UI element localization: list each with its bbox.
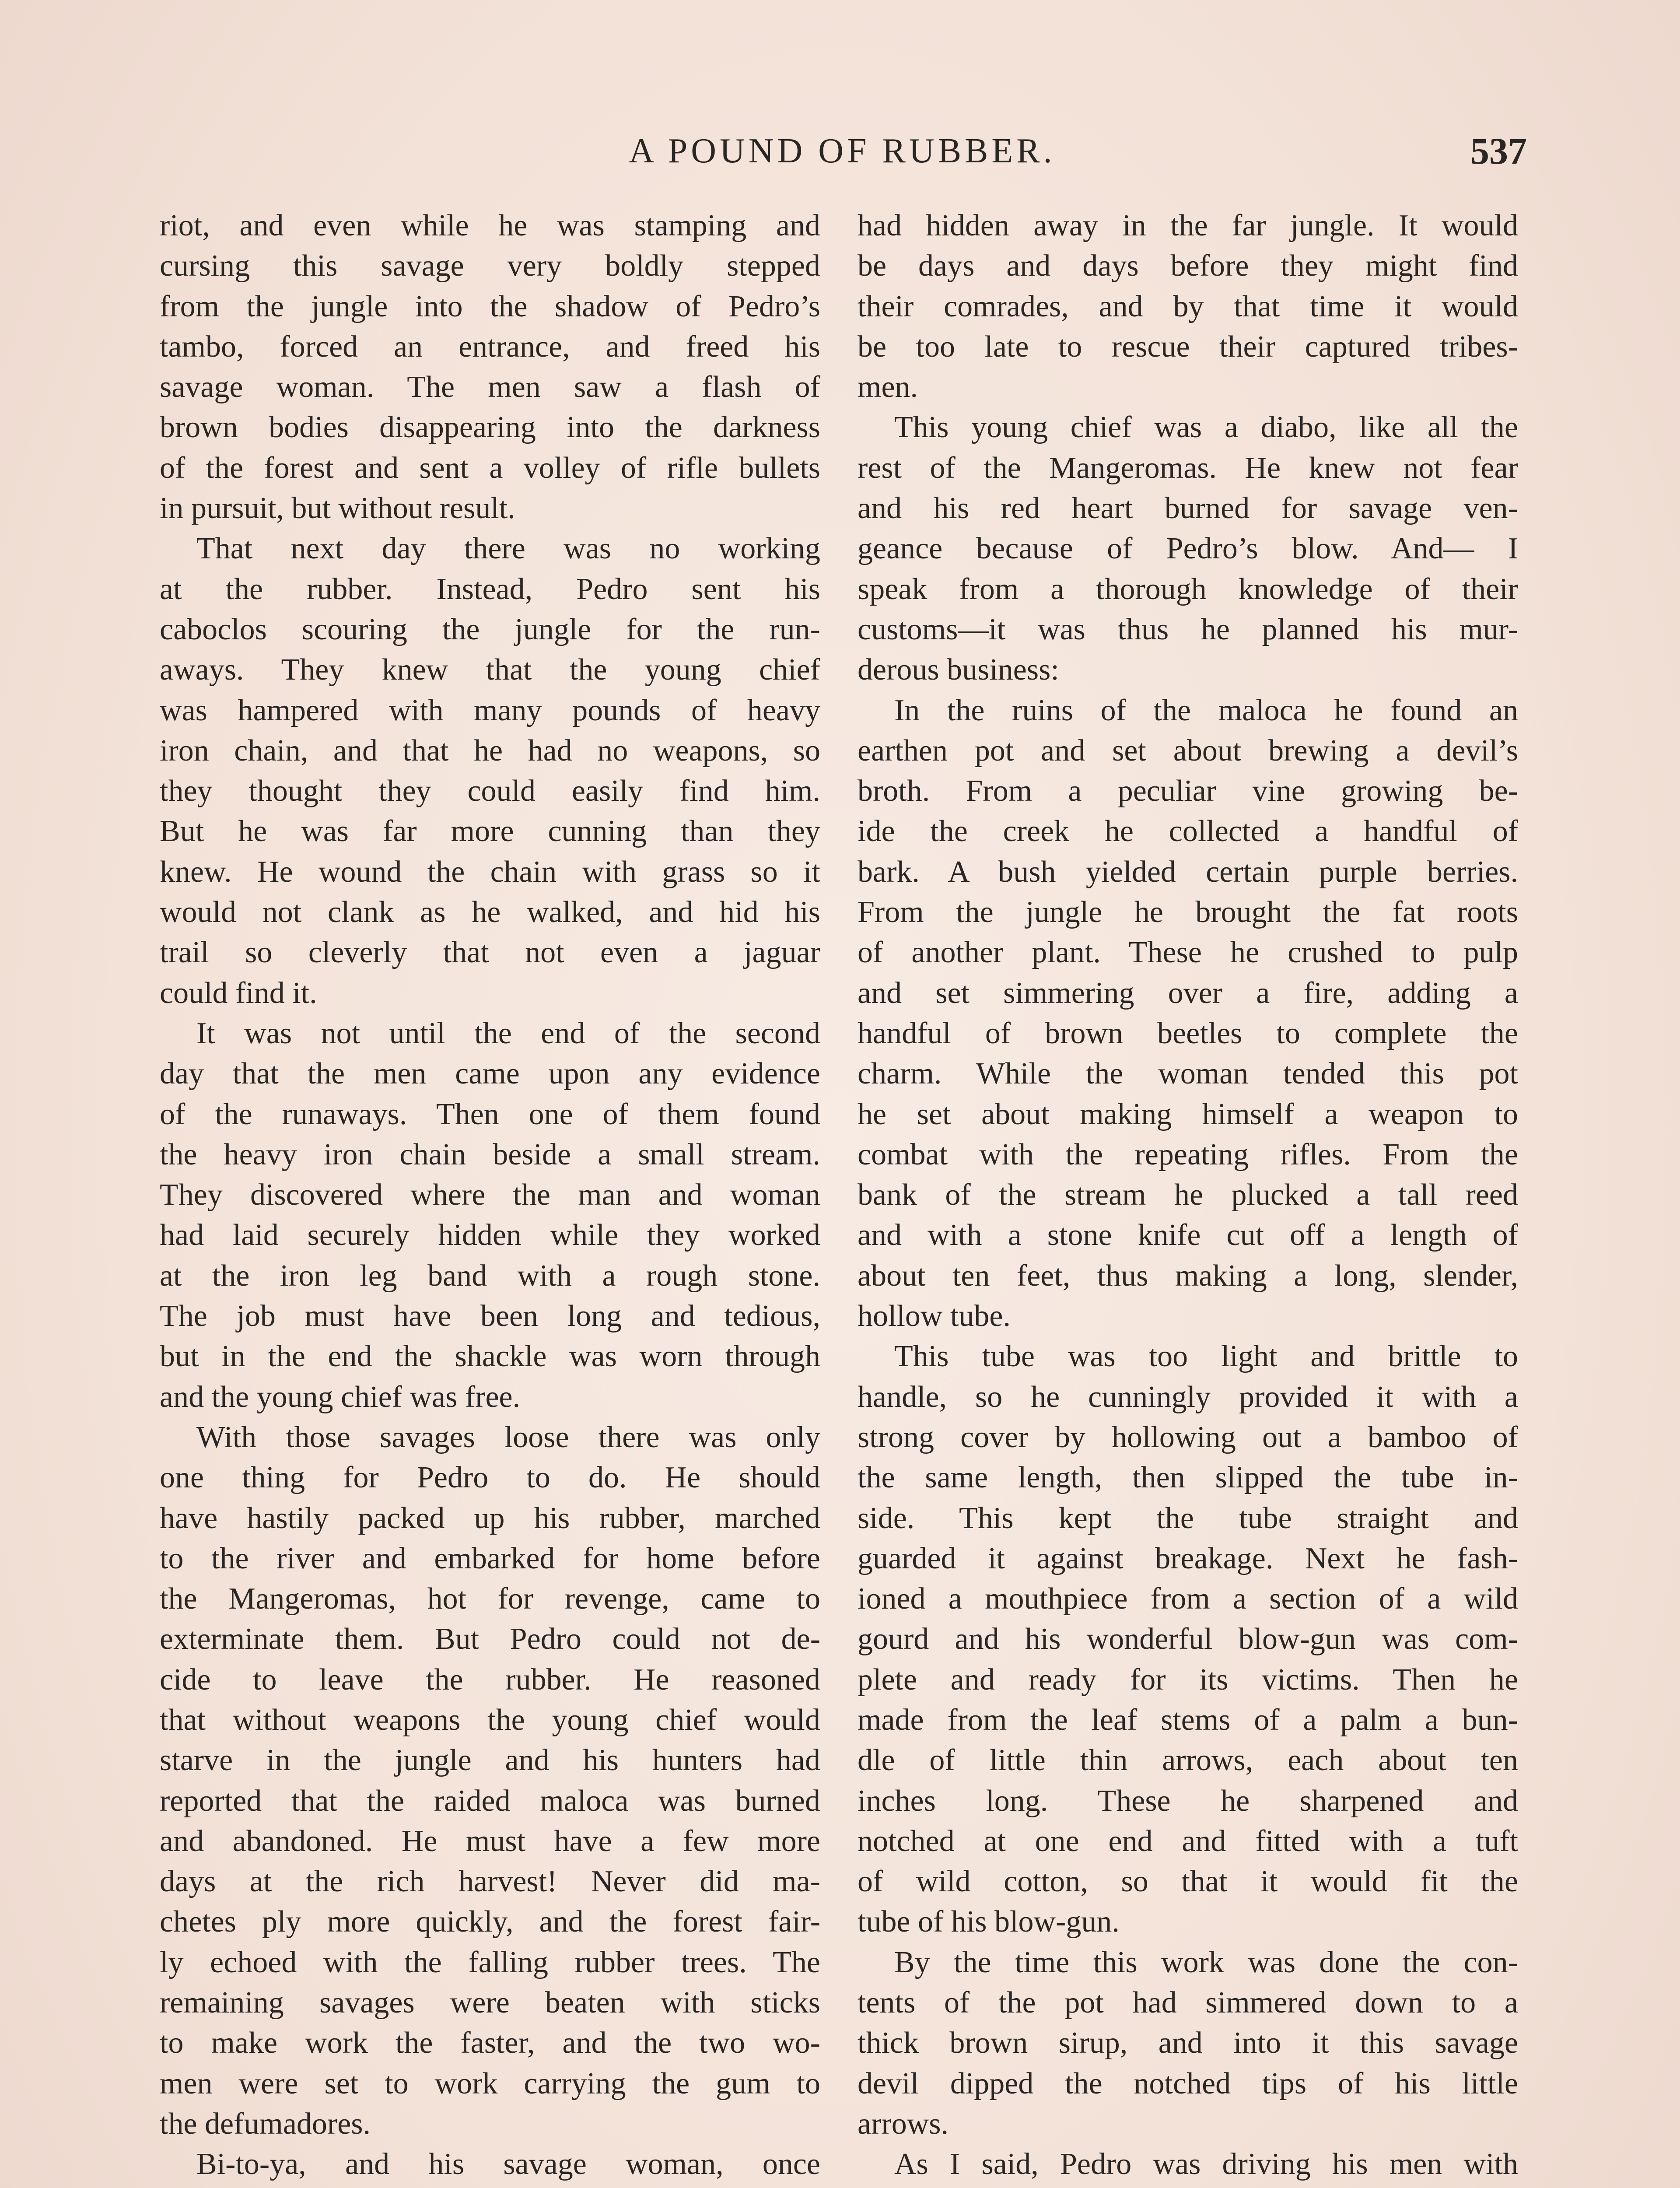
text-line: The job must have been long and tedious,: [160, 1299, 820, 1333]
text-line: Bi-to-ya, and his savage woman, once: [196, 2147, 820, 2181]
text-line: had laid securely hidden while they worked: [160, 1218, 820, 1252]
text-line: brown bodies disappearing into the darkness: [160, 410, 820, 445]
text-line: that without weapons the young chief would: [160, 1703, 820, 1737]
text-line: This tube was too light and brittle to: [894, 1339, 1518, 1374]
text-line: derous business:: [858, 653, 1059, 687]
text-line: inches long. These he sharpened and: [858, 1784, 1518, 1818]
text-line: cursing this savage very boldly stepped: [160, 249, 820, 283]
text-line: had hidden away in the far jungle. It would: [858, 209, 1518, 242]
text-line: they thought they could easily find him.: [160, 774, 820, 808]
text-line: men.: [858, 370, 918, 404]
text-line: the heavy iron chain beside a small stream.: [160, 1137, 820, 1171]
text-line: in pursuit, but without result.: [160, 491, 515, 526]
text-line: made from the leaf stems of a palm a bun-: [858, 1703, 1518, 1737]
text-line: of wild cotton, so that it would fit the: [858, 1865, 1518, 1899]
text-line: be too late to rescue their captured tribes-: [858, 330, 1518, 364]
text-line: days at the rich harvest! Never did ma-: [160, 1865, 820, 1899]
text-line: By the time this work was done the con-: [894, 1945, 1518, 1979]
text-line: In the ruins of the maloca he found an: [894, 693, 1518, 727]
text-line: tents of the pot had simmered down to a: [858, 1986, 1518, 2020]
text-line: bank of the stream he plucked a tall reed: [858, 1178, 1518, 1212]
text-line: at the iron leg band with a rough stone.: [160, 1259, 820, 1293]
text-line: aways. They knew that the young chief: [160, 653, 820, 687]
text-line: gourd and his wonderful blow-gun was com-: [858, 1622, 1518, 1656]
text-line: trail so cleverly that not even a jaguar: [160, 936, 820, 970]
text-line: combat with the repeating rifles. From the: [858, 1137, 1518, 1171]
text-line: arrows.: [858, 2107, 948, 2141]
text-line: from the jungle into the shadow of Pedro’s: [160, 289, 820, 323]
text-line: and set simmering over a fire, adding a: [858, 976, 1518, 1010]
running-title: A POUND OF RUBBER.: [629, 132, 1056, 170]
text-line: tube of his blow-gun.: [858, 1905, 1120, 1939]
text-line: and with a stone knife cut off a length of: [858, 1218, 1518, 1252]
text-line: ide the creek he collected a handful of: [858, 814, 1518, 849]
text-line: broth. From a peculiar vine growing be-: [858, 774, 1518, 808]
text-line: [858, 2185, 1518, 2188]
text-line: ioned a mouthpiece from a section of a wild: [858, 1582, 1518, 1616]
text-line: From the jungle he brought the fat roots: [858, 895, 1518, 929]
text-line: It was not until the end of the second: [196, 1016, 820, 1050]
text-line: caboclos scouring the jungle for the run-: [160, 612, 820, 646]
text-line: This young chief was a diabo, like all the: [894, 410, 1518, 445]
text-line: tambo, forced an entrance, and freed his: [160, 330, 820, 364]
text-line: As I said, Pedro was driving his men with: [894, 2147, 1518, 2181]
text-line: the same length, then slipped the tube in-: [858, 1461, 1518, 1495]
text-line: customs—it was thus he planned his mur-: [858, 612, 1518, 646]
text-line: iron chain, and that he had no weapons, so: [160, 733, 820, 768]
running-head: [158, 127, 1527, 175]
page-number: 537: [1470, 130, 1527, 172]
text-line: strong cover by hollowing out a bamboo of: [858, 1420, 1518, 1454]
text-line: and the young chief was free.: [160, 1380, 521, 1414]
text-line: exterminate them. But Pedro could not de-: [160, 1622, 820, 1656]
text-line: side. This kept the tube straight and: [858, 1501, 1518, 1535]
text-line: about ten feet, thus making a long, slender,: [858, 1259, 1518, 1293]
text-line: he set about making himself a weapon to: [858, 1097, 1518, 1131]
text-line: But he was far more cunning than they: [160, 814, 820, 849]
text-line: was hampered with many pounds of heavy: [160, 693, 820, 727]
text-line: handle, so he cunningly provided it with a: [858, 1380, 1518, 1414]
text-line: their comrades, and by that time it would: [858, 289, 1518, 323]
text-line: could find it.: [160, 976, 317, 1010]
text-line: at the rubber. Instead, Pedro sent his: [160, 572, 820, 606]
text-line: ly echoed with the falling rubber trees. The: [160, 1945, 820, 1979]
text-line: speak from a thorough knowledge of their: [858, 572, 1518, 606]
text-line: starve in the jungle and his hunters had: [160, 1743, 820, 1778]
text-line: knew. He wound the chain with grass so it: [160, 855, 820, 889]
text-line: remaining savages were beaten with sticks: [160, 1986, 820, 2020]
text-line: the defumadores.: [160, 2107, 371, 2141]
text-line: That next day there was no working: [196, 532, 820, 566]
text-line: men were set to work carrying the gum to: [160, 2066, 820, 2100]
text-line: and abandoned. He must have a few more: [160, 1824, 820, 1858]
text-line: to the river and embarked for home before: [160, 1541, 820, 1575]
text-line: chetes ply more quickly, and the forest fair-: [160, 1905, 820, 1939]
text-line: bark. A bush yielded certain purple berries.: [858, 855, 1518, 889]
text-line: reported that the raided maloca was burned: [160, 1784, 820, 1818]
text-line: of another plant. These he crushed to pulp: [858, 936, 1518, 970]
text-line: handful of brown beetles to complete the: [858, 1016, 1518, 1050]
text-line: but in the end the shackle was worn through: [160, 1339, 820, 1374]
text-line: [160, 2185, 820, 2188]
text-line: cide to leave the rubber. He reasoned: [160, 1662, 820, 1697]
text-line: earthen pot and set about brewing a devil’s: [858, 733, 1518, 768]
text-line: devil dipped the notched tips of his little: [858, 2066, 1518, 2100]
text-line: be days and days before they might find: [858, 249, 1518, 283]
text-column-right: [858, 206, 1518, 2188]
text-line: thick brown sirup, and into it this savage: [858, 2026, 1518, 2060]
text-column-left: [160, 206, 820, 2188]
text-line: guarded it against breakage. Next he fash-: [858, 1541, 1518, 1575]
text-line: would not clank as he walked, and hid his: [160, 895, 820, 929]
text-line: plete and ready for its victims. Then he: [858, 1662, 1518, 1697]
text-line: geance because of Pedro’s blow. And— I: [858, 532, 1518, 566]
text-line: the Mangeromas, hot for revenge, came to: [160, 1582, 820, 1616]
text-line: hollow tube.: [858, 1299, 1011, 1333]
text-line: rest of the Mangeromas. He knew not fear: [858, 451, 1518, 485]
text-line: of the runaways. Then one of them found: [160, 1097, 820, 1131]
text-line: day that the men came upon any evidence: [160, 1057, 820, 1091]
text-line: riot, and even while he was stamping and: [160, 209, 820, 242]
text-line: of the forest and sent a volley of rifle bullets: [160, 451, 820, 485]
text-line: one thing for Pedro to do. He should: [160, 1461, 820, 1495]
text-line: savage woman. The men saw a flash of: [160, 370, 820, 404]
text-line: to make work the faster, and the two wo-: [160, 2026, 820, 2060]
text-line: charm. While the woman tended this pot: [858, 1057, 1518, 1091]
text-line: They discovered where the man and woman: [160, 1178, 820, 1212]
text-line: notched at one end and fitted with a tuft: [858, 1824, 1518, 1858]
text-line: dle of little thin arrows, each about ten: [858, 1743, 1518, 1778]
text-line: and his red heart burned for savage ven-: [858, 491, 1518, 526]
text-line: With those savages loose there was only: [196, 1420, 820, 1454]
text-line: have hastily packed up his rubber, marched: [160, 1501, 820, 1535]
